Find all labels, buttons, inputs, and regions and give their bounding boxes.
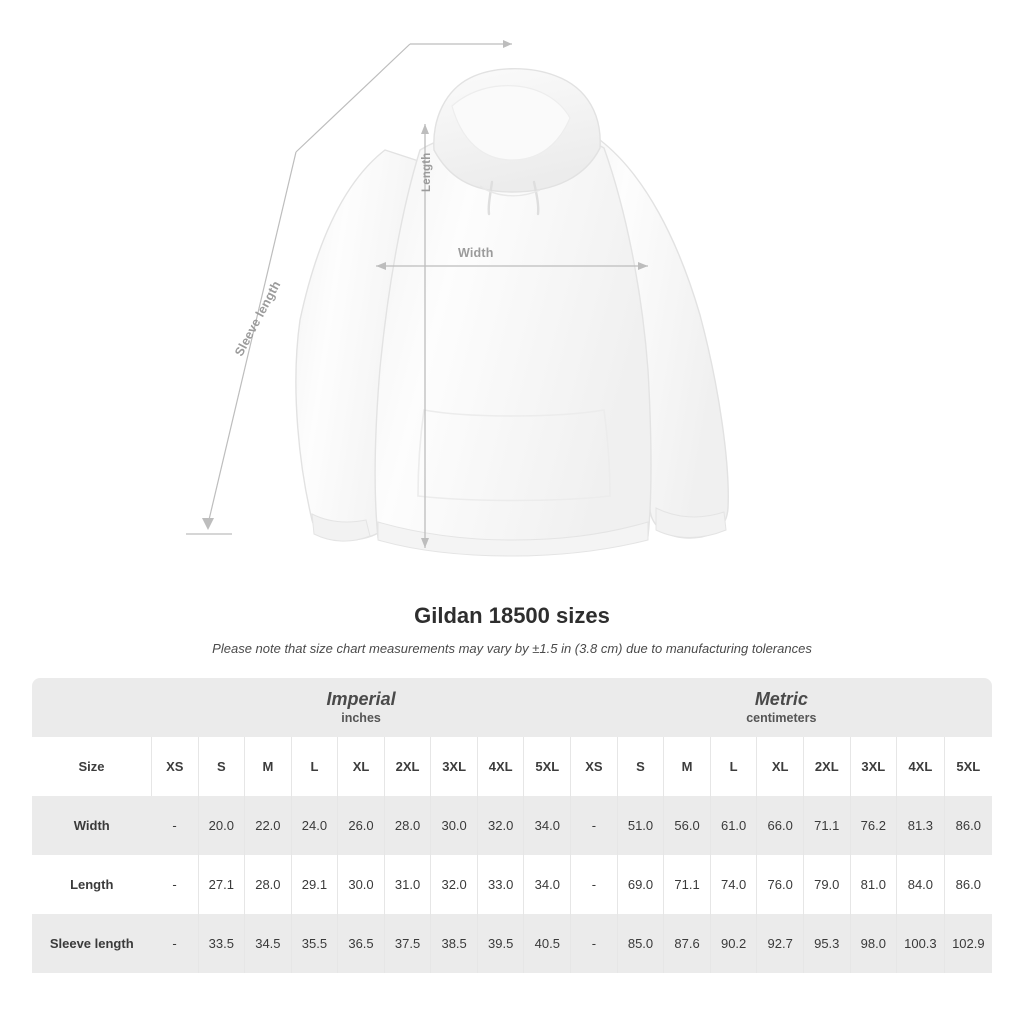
unit-group-imperial-sub: inches: [341, 711, 381, 725]
cell-sleeve-in-4xl: 39.5: [477, 914, 524, 973]
length-arrow-top: [421, 124, 429, 134]
cell-width-in-m: 22.0: [245, 796, 292, 855]
row-label-width: Width: [32, 796, 151, 855]
chart-title: Gildan 18500 sizes: [414, 603, 610, 628]
size-header-imperial-3xl: 3XL: [431, 737, 478, 796]
unit-group-imperial: [151, 678, 570, 737]
cell-width-in-l: 24.0: [291, 796, 338, 855]
cell-sleeve-in-s: 33.5: [198, 914, 245, 973]
size-header-imperial-m: M: [245, 737, 292, 796]
cell-sleeve-in-2xl: 37.5: [384, 914, 431, 973]
cell-sleeve-cm-xs: -: [571, 914, 618, 973]
size-header-imperial-xs: XS: [151, 737, 198, 796]
cell-width-in-xs: -: [151, 796, 198, 855]
cell-width-cm-4xl: 81.3: [897, 796, 945, 855]
size-header-imperial-s: S: [198, 737, 245, 796]
size-header-metric-s: S: [617, 737, 664, 796]
sleeve-length-label: Sleeve length: [232, 278, 284, 359]
size-header-imperial-4xl: 4XL: [477, 737, 524, 796]
title-block: [0, 603, 1024, 656]
cell-sleeve-cm-3xl: 98.0: [850, 914, 897, 973]
cell-sleeve-cm-m: 87.6: [664, 914, 711, 973]
unit-group-row: [32, 678, 992, 737]
cell-width-cm-s: 51.0: [617, 796, 664, 855]
cell-sleeve-cm-2xl: 95.3: [803, 914, 850, 973]
cell-length-cm-xs: -: [571, 855, 618, 914]
cell-width-in-s: 20.0: [198, 796, 245, 855]
size-header-label: Size: [32, 737, 151, 796]
unit-corner-cell: [32, 678, 151, 737]
size-header-row: [32, 737, 992, 796]
cell-length-cm-3xl: 81.0: [850, 855, 897, 914]
size-header-metric-l: L: [710, 737, 757, 796]
sleeve-shoulder-guide: [296, 44, 410, 152]
cell-sleeve-in-xl: 36.5: [338, 914, 385, 973]
cell-length-cm-s: 69.0: [617, 855, 664, 914]
cell-width-in-xl: 26.0: [338, 796, 385, 855]
size-header-metric-3xl: 3XL: [850, 737, 897, 796]
cell-length-in-s: 27.1: [198, 855, 245, 914]
size-header-metric-4xl: 4XL: [897, 737, 945, 796]
cell-sleeve-cm-4xl: 100.3: [897, 914, 945, 973]
chart-subtitle: Please note that size chart measurements may vary by ±1.5 in (3.8 cm) due to manufacturing tolerances: [212, 641, 812, 656]
size-header-imperial-2xl: 2XL: [384, 737, 431, 796]
cell-length-in-3xl: 32.0: [431, 855, 478, 914]
unit-group-metric-name: Metric: [754, 688, 808, 709]
cell-width-cm-xl: 66.0: [757, 796, 804, 855]
size-header-metric-m: M: [664, 737, 711, 796]
length-label: Length: [421, 152, 433, 192]
cell-length-cm-l: 74.0: [710, 855, 757, 914]
unit-group-metric-sub: centimeters: [746, 711, 817, 725]
size-header-imperial-xl: XL: [338, 737, 385, 796]
cell-length-in-4xl: 33.0: [477, 855, 524, 914]
cell-length-cm-xl: 76.0: [757, 855, 804, 914]
cell-length-cm-4xl: 84.0: [897, 855, 945, 914]
table-row: [32, 914, 992, 973]
size-chart-table-wrap: [32, 678, 992, 973]
cell-length-cm-2xl: 79.0: [803, 855, 850, 914]
cell-length-in-l: 29.1: [291, 855, 338, 914]
cell-length-cm-m: 71.1: [664, 855, 711, 914]
cell-width-cm-5xl: 86.0: [944, 796, 992, 855]
row-label-length: Length: [32, 855, 151, 914]
row-label-sleeve-length: Sleeve length: [32, 914, 151, 973]
cell-width-cm-l: 61.0: [710, 796, 757, 855]
cell-sleeve-cm-5xl: 102.9: [944, 914, 992, 973]
cell-sleeve-in-5xl: 40.5: [524, 914, 571, 973]
cell-width-cm-3xl: 76.2: [850, 796, 897, 855]
size-header-metric-xs: XS: [571, 737, 618, 796]
size-header-metric-xl: XL: [757, 737, 804, 796]
sleeve-arrow-bottom: [202, 518, 214, 530]
cell-length-in-m: 28.0: [245, 855, 292, 914]
cell-sleeve-cm-s: 85.0: [617, 914, 664, 973]
cell-width-in-3xl: 30.0: [431, 796, 478, 855]
cell-length-cm-5xl: 86.0: [944, 855, 992, 914]
size-chart-table: [32, 678, 992, 973]
cell-length-in-2xl: 31.0: [384, 855, 431, 914]
cell-width-in-5xl: 34.0: [524, 796, 571, 855]
cell-width-cm-xs: -: [571, 796, 618, 855]
width-label: Width: [458, 246, 494, 260]
size-header-metric-5xl: 5XL: [944, 737, 992, 796]
unit-group-metric: [571, 678, 992, 737]
cell-length-in-xl: 30.0: [338, 855, 385, 914]
table-row: [32, 855, 992, 914]
unit-group-imperial-name: Imperial: [326, 688, 396, 709]
cell-sleeve-cm-l: 90.2: [710, 914, 757, 973]
cell-width-cm-2xl: 71.1: [803, 796, 850, 855]
table-row: [32, 796, 992, 855]
cell-width-in-4xl: 32.0: [477, 796, 524, 855]
cell-width-in-2xl: 28.0: [384, 796, 431, 855]
cell-length-in-xs: -: [151, 855, 198, 914]
cell-sleeve-in-m: 34.5: [245, 914, 292, 973]
cell-sleeve-in-xs: -: [151, 914, 198, 973]
cell-sleeve-in-3xl: 38.5: [431, 914, 478, 973]
sleeve-arrow-top: [503, 40, 512, 48]
cell-sleeve-in-l: 35.5: [291, 914, 338, 973]
cell-width-cm-m: 56.0: [664, 796, 711, 855]
size-header-metric-2xl: 2XL: [803, 737, 850, 796]
size-header-imperial-5xl: 5XL: [524, 737, 571, 796]
size-header-imperial-l: L: [291, 737, 338, 796]
cell-length-in-5xl: 34.0: [524, 855, 571, 914]
cell-sleeve-cm-xl: 92.7: [757, 914, 804, 973]
